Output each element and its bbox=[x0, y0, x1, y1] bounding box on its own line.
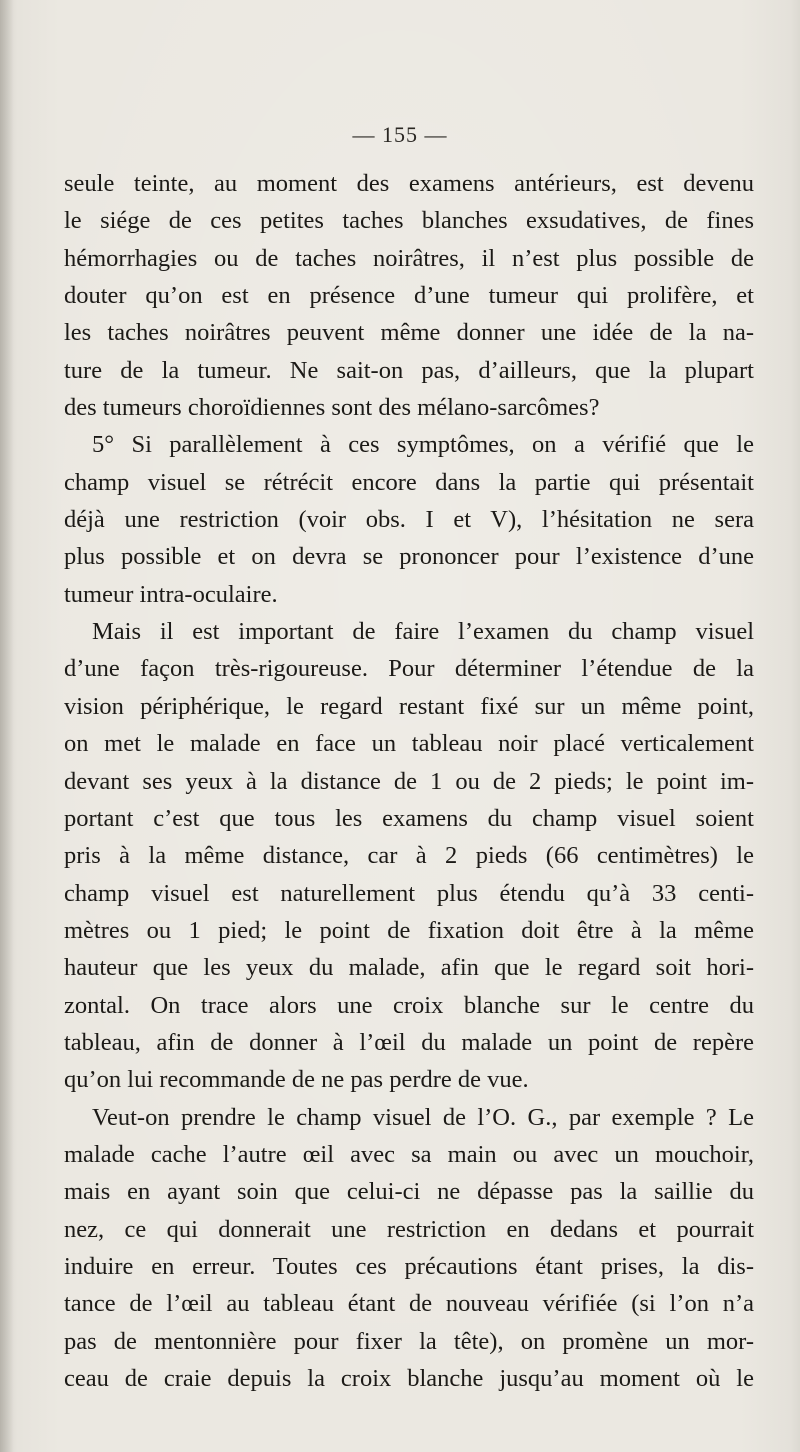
text-line: vision périphérique, le regard restant fixé sur un même point, bbox=[64, 692, 754, 720]
text-line: champ visuel est naturellement plus étendu qu’à 33 centi- bbox=[64, 879, 754, 907]
text-line: Veut-on prendre le champ visuel de l’O. G., par exemple ? Le bbox=[92, 1103, 754, 1131]
text-line: portant c’est que tous les examens du champ visuel soient bbox=[64, 804, 754, 832]
text-line: 5° Si parallèlement à ces symptômes, on a vérifié que le bbox=[92, 431, 754, 459]
text-line: ture de la tumeur. Ne sait-on pas, d’ailleurs, que la plupart bbox=[64, 356, 754, 384]
text-line: on met le malade en face un tableau noir placé verticalement bbox=[64, 730, 754, 758]
text-line: zontal. On trace alors une croix blanche sur le centre du bbox=[64, 991, 754, 1019]
text-line: déjà une restriction (voir obs. I et V), l’hésitation ne sera bbox=[64, 506, 754, 534]
text-line: des tumeurs choroïdiennes sont des mélano-sarcômes? bbox=[64, 394, 600, 422]
page-number: — 155 — bbox=[352, 122, 448, 147]
text-line: d’une façon très-rigoureuse. Pour déterminer l’étendue de la bbox=[64, 655, 754, 683]
text-line: pris à la même distance, car à 2 pieds (66 centimètres) le bbox=[64, 842, 754, 870]
binding-shadow bbox=[0, 0, 14, 1452]
text-line: le siége de ces petites taches blanches exsudatives, de fines bbox=[64, 207, 754, 235]
text-line: douter qu’on est en présence d’une tumeur qui prolifère, et bbox=[64, 282, 754, 310]
text-line: nez, ce qui donnerait une restriction en dedans et pourrait bbox=[64, 1215, 754, 1243]
text-line: plus possible et on devra se prononcer pour l’existence d’une bbox=[64, 543, 754, 571]
text-line: ceau de craie depuis la croix blanche jusqu’au moment où le bbox=[64, 1365, 754, 1392]
text-line: mètres ou 1 pied; le point de fixation doit être à la même bbox=[64, 916, 754, 944]
text-line: tableau, afin de donner à l’œil du malade un point de repère bbox=[64, 1028, 754, 1056]
text-line: qu’on lui recommande de ne pas perdre de vue. bbox=[64, 1066, 529, 1094]
text-line: pas de mentonnière pour fixer la tête), on promène un mor- bbox=[64, 1327, 754, 1355]
text-line: hémorrhagies ou de taches noirâtres, il n’est plus possible de bbox=[64, 244, 754, 272]
text-line: seule teinte, au moment des examens antérieurs, est devenu bbox=[64, 170, 754, 197]
body-text bbox=[64, 165, 754, 1397]
text-line: induire en erreur. Toutes ces précautions étant prises, la dis- bbox=[64, 1252, 754, 1280]
text-line: tance de l’œil au tableau étant de nouveau vérifiée (si l’on n’a bbox=[64, 1290, 754, 1318]
text-line: les taches noirâtres peuvent même donner une idée de la na- bbox=[64, 319, 754, 347]
text-line: hauteur que les yeux du malade, afin que le regard soit hori- bbox=[64, 954, 754, 982]
text-line: champ visuel se rétrécit encore dans la partie qui présentait bbox=[64, 468, 754, 496]
text-line: tumeur intra-oculaire. bbox=[64, 580, 278, 608]
text-line: mais en ayant soin que celui-ci ne dépasse pas la saillie du bbox=[64, 1178, 754, 1206]
text-line: Mais il est important de faire l’examen du champ visuel bbox=[92, 618, 754, 646]
text-line: devant ses yeux à la distance de 1 ou de 2 pieds; le point im- bbox=[64, 767, 754, 795]
text-line: malade cache l’autre œil avec sa main ou avec un mouchoir, bbox=[64, 1140, 754, 1168]
